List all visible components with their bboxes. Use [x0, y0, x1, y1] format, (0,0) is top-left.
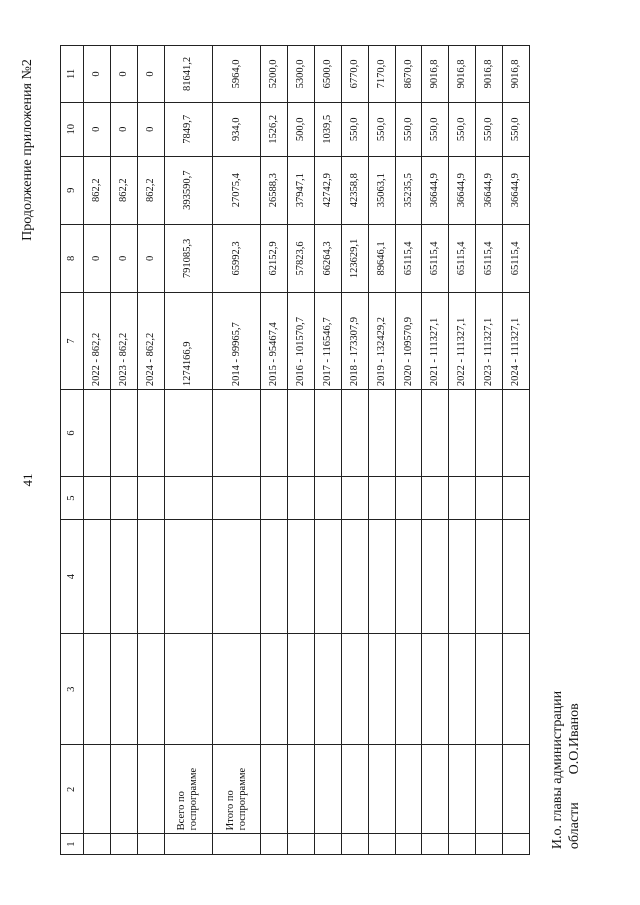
cell-col-7: 2014 - 99965,7: [212, 293, 260, 390]
cell-col-4: [395, 520, 422, 634]
cell-col-4: [315, 520, 342, 634]
header-cell-2: 2: [61, 745, 84, 834]
header-cell-10: 10: [61, 102, 84, 156]
cell-col-10: 0: [84, 102, 111, 156]
cell-col-2: [368, 745, 395, 834]
signature-block: [549, 691, 583, 849]
cell-col-10: 1526,2: [261, 102, 288, 156]
budget-table: [60, 45, 530, 855]
cell-col-6: [164, 390, 212, 477]
cell-col-5: [110, 476, 137, 519]
cell-col-4: [422, 520, 449, 634]
cell-col-7: 2021 - 111327,1: [422, 293, 449, 390]
table-row: [137, 46, 164, 855]
cell-col-5: [288, 476, 315, 519]
header-row: [61, 46, 84, 855]
cell-col-5: [261, 476, 288, 519]
cell-col-8: 66264,3: [315, 224, 342, 292]
cell-col-3: [368, 633, 395, 745]
cell-col-5: [368, 476, 395, 519]
cell-col-10: 550,0: [449, 102, 476, 156]
table-row: [315, 46, 342, 855]
cell-col-11: 5964,0: [212, 46, 260, 103]
cell-col-2: [261, 745, 288, 834]
cell-col-7: 2015 - 95467,4: [261, 293, 288, 390]
cell-col-8: 57823,6: [288, 224, 315, 292]
table-row: [164, 46, 212, 855]
cell-col-2: Всего по госпрограмме: [164, 745, 212, 834]
cell-col-8: 65115,4: [503, 224, 530, 292]
budget-table-container: [60, 45, 530, 855]
cell-col-9: 862,2: [110, 156, 137, 224]
cell-col-4: [368, 520, 395, 634]
header-cell-1: 1: [61, 834, 84, 855]
cell-col-4: [476, 520, 503, 634]
cell-col-8: 62152,9: [261, 224, 288, 292]
cell-col-6: [395, 390, 422, 477]
cell-col-9: 37947,1: [288, 156, 315, 224]
cell-col-4: [288, 520, 315, 634]
table-row: [449, 46, 476, 855]
cell-col-3: [341, 633, 368, 745]
signature-line-2: области О.О.Иванов: [567, 703, 582, 850]
cell-col-8: 65115,4: [449, 224, 476, 292]
cell-col-1: [422, 834, 449, 855]
cell-col-4: [212, 520, 260, 634]
cell-col-3: [288, 633, 315, 745]
table-row: [110, 46, 137, 855]
cell-col-7: 2024 - 862,2: [137, 293, 164, 390]
cell-col-5: [212, 476, 260, 519]
cell-col-7: 2016 - 101570,7: [288, 293, 315, 390]
cell-col-6: [137, 390, 164, 477]
cell-col-10: 550,0: [368, 102, 395, 156]
cell-col-8: 0: [84, 224, 111, 292]
cell-col-5: [84, 476, 111, 519]
cell-col-11: 7170,0: [368, 46, 395, 103]
cell-col-10: 550,0: [395, 102, 422, 156]
cell-col-3: [395, 633, 422, 745]
cell-col-11: 0: [137, 46, 164, 103]
cell-col-2: [137, 745, 164, 834]
cell-col-10: 934,0: [212, 102, 260, 156]
header-cell-4: 4: [61, 520, 84, 634]
cell-col-7: 2024 - 111327,1: [503, 293, 530, 390]
cell-col-5: [341, 476, 368, 519]
cell-col-7: 2022 - 862,2: [84, 293, 111, 390]
cell-col-8: 0: [110, 224, 137, 292]
table-row: [341, 46, 368, 855]
cell-col-6: [449, 390, 476, 477]
cell-col-6: [422, 390, 449, 477]
header-cell-7: 7: [61, 293, 84, 390]
cell-col-9: 35063,1: [368, 156, 395, 224]
cell-col-9: 36644,9: [449, 156, 476, 224]
signature-line-1: И.о. главы администрации: [550, 690, 565, 850]
cell-col-1: [288, 834, 315, 855]
cell-col-8: 123629,1: [341, 224, 368, 292]
cell-col-10: 550,0: [422, 102, 449, 156]
cell-col-7: 2023 - 862,2: [110, 293, 137, 390]
cell-col-10: 500,0: [288, 102, 315, 156]
cell-col-9: 862,2: [137, 156, 164, 224]
cell-col-11: 0: [110, 46, 137, 103]
cell-col-2: Итого по госпрограмме: [212, 745, 260, 834]
cell-col-5: [315, 476, 342, 519]
cell-col-9: 26588,3: [261, 156, 288, 224]
cell-col-4: [341, 520, 368, 634]
cell-col-3: [261, 633, 288, 745]
cell-col-9: 36644,9: [503, 156, 530, 224]
cell-col-9: 27075,4: [212, 156, 260, 224]
cell-col-4: [261, 520, 288, 634]
cell-col-3: [315, 633, 342, 745]
cell-col-9: 35235,5: [395, 156, 422, 224]
cell-col-3: [422, 633, 449, 745]
cell-col-10: 550,0: [503, 102, 530, 156]
cell-col-1: [315, 834, 342, 855]
cell-col-9: 393590,7: [164, 156, 212, 224]
table-row: [288, 46, 315, 855]
cell-col-2: [84, 745, 111, 834]
header-cell-9: 9: [61, 156, 84, 224]
cell-col-5: [503, 476, 530, 519]
cell-col-1: [476, 834, 503, 855]
cell-col-6: [261, 390, 288, 477]
cell-col-9: 42742,9: [315, 156, 342, 224]
cell-col-8: 65115,4: [476, 224, 503, 292]
table-row: [261, 46, 288, 855]
cell-col-11: 9016,8: [503, 46, 530, 103]
cell-col-7: 1274166,9: [164, 293, 212, 390]
cell-col-1: [341, 834, 368, 855]
cell-col-4: [137, 520, 164, 634]
cell-col-5: [476, 476, 503, 519]
cell-col-4: [164, 520, 212, 634]
cell-col-8: 89646,1: [368, 224, 395, 292]
cell-col-6: [212, 390, 260, 477]
cell-col-11: 81641,2: [164, 46, 212, 103]
cell-col-11: 6770,0: [341, 46, 368, 103]
cell-col-6: [110, 390, 137, 477]
cell-col-2: [395, 745, 422, 834]
cell-col-11: 8670,0: [395, 46, 422, 103]
cell-col-8: 791085,3: [164, 224, 212, 292]
cell-col-11: 6500,0: [315, 46, 342, 103]
cell-col-7: 2022 - 111327,1: [449, 293, 476, 390]
header-cell-3: 3: [61, 633, 84, 745]
header-cell-6: 6: [61, 390, 84, 477]
cell-col-7: 2023 - 111327,1: [476, 293, 503, 390]
cell-col-6: [288, 390, 315, 477]
cell-col-1: [503, 834, 530, 855]
cell-col-8: 0: [137, 224, 164, 292]
cell-col-7: 2018 - 173307,9: [341, 293, 368, 390]
table-row: [422, 46, 449, 855]
cell-col-1: [212, 834, 260, 855]
cell-col-4: [449, 520, 476, 634]
cell-col-9: 42358,8: [341, 156, 368, 224]
cell-col-2: [341, 745, 368, 834]
cell-col-11: 5200,0: [261, 46, 288, 103]
cell-col-11: 9016,8: [422, 46, 449, 103]
cell-col-10: 1039,5: [315, 102, 342, 156]
cell-col-3: [84, 633, 111, 745]
cell-col-3: [137, 633, 164, 745]
cell-col-10: 0: [137, 102, 164, 156]
cell-col-4: [110, 520, 137, 634]
table-row: [503, 46, 530, 855]
cell-col-10: 550,0: [476, 102, 503, 156]
cell-col-10: 0: [110, 102, 137, 156]
cell-col-7: 2020 - 109570,9: [395, 293, 422, 390]
cell-col-5: [137, 476, 164, 519]
cell-col-5: [422, 476, 449, 519]
table-body: [61, 46, 530, 855]
cell-col-8: 65992,3: [212, 224, 260, 292]
cell-col-11: 9016,8: [476, 46, 503, 103]
cell-col-1: [261, 834, 288, 855]
cell-col-11: 0: [84, 46, 111, 103]
header-cell-8: 8: [61, 224, 84, 292]
cell-col-2: [110, 745, 137, 834]
page-number: 41: [20, 473, 35, 487]
cell-col-3: [449, 633, 476, 745]
cell-col-2: [288, 745, 315, 834]
table-row: [84, 46, 111, 855]
cell-col-3: [164, 633, 212, 745]
header-cell-11: 11: [61, 46, 84, 103]
cell-col-7: 2017 - 116546,7: [315, 293, 342, 390]
cell-col-4: [84, 520, 111, 634]
table-row: [212, 46, 260, 855]
table-row: [476, 46, 503, 855]
cell-col-6: [315, 390, 342, 477]
cell-col-3: [212, 633, 260, 745]
cell-col-4: [503, 520, 530, 634]
cell-col-5: [164, 476, 212, 519]
cell-col-6: [341, 390, 368, 477]
table-row: [395, 46, 422, 855]
cell-col-2: [476, 745, 503, 834]
cell-col-2: [449, 745, 476, 834]
cell-col-9: 862,2: [84, 156, 111, 224]
cell-col-8: 65115,4: [395, 224, 422, 292]
cell-col-2: [503, 745, 530, 834]
cell-col-1: [137, 834, 164, 855]
appendix-title: Продолжение приложения №2: [20, 59, 35, 241]
cell-col-11: 5300,0: [288, 46, 315, 103]
cell-col-7: 2019 - 132429,2: [368, 293, 395, 390]
cell-col-5: [395, 476, 422, 519]
cell-col-3: [476, 633, 503, 745]
cell-col-1: [84, 834, 111, 855]
cell-col-11: 9016,8: [449, 46, 476, 103]
cell-col-1: [164, 834, 212, 855]
cell-col-6: [503, 390, 530, 477]
cell-col-1: [449, 834, 476, 855]
cell-col-1: [395, 834, 422, 855]
table-row: [368, 46, 395, 855]
cell-col-8: 65115,4: [422, 224, 449, 292]
header-cell-5: 5: [61, 476, 84, 519]
cell-col-6: [84, 390, 111, 477]
cell-col-3: [503, 633, 530, 745]
cell-col-3: [110, 633, 137, 745]
cell-col-1: [368, 834, 395, 855]
cell-col-5: [449, 476, 476, 519]
cell-col-9: 36644,9: [476, 156, 503, 224]
cell-col-1: [110, 834, 137, 855]
cell-col-9: 36644,9: [422, 156, 449, 224]
cell-col-2: [315, 745, 342, 834]
cell-col-6: [476, 390, 503, 477]
cell-col-2: [422, 745, 449, 834]
cell-col-10: 550,0: [341, 102, 368, 156]
cell-col-10: 7849,7: [164, 102, 212, 156]
cell-col-6: [368, 390, 395, 477]
